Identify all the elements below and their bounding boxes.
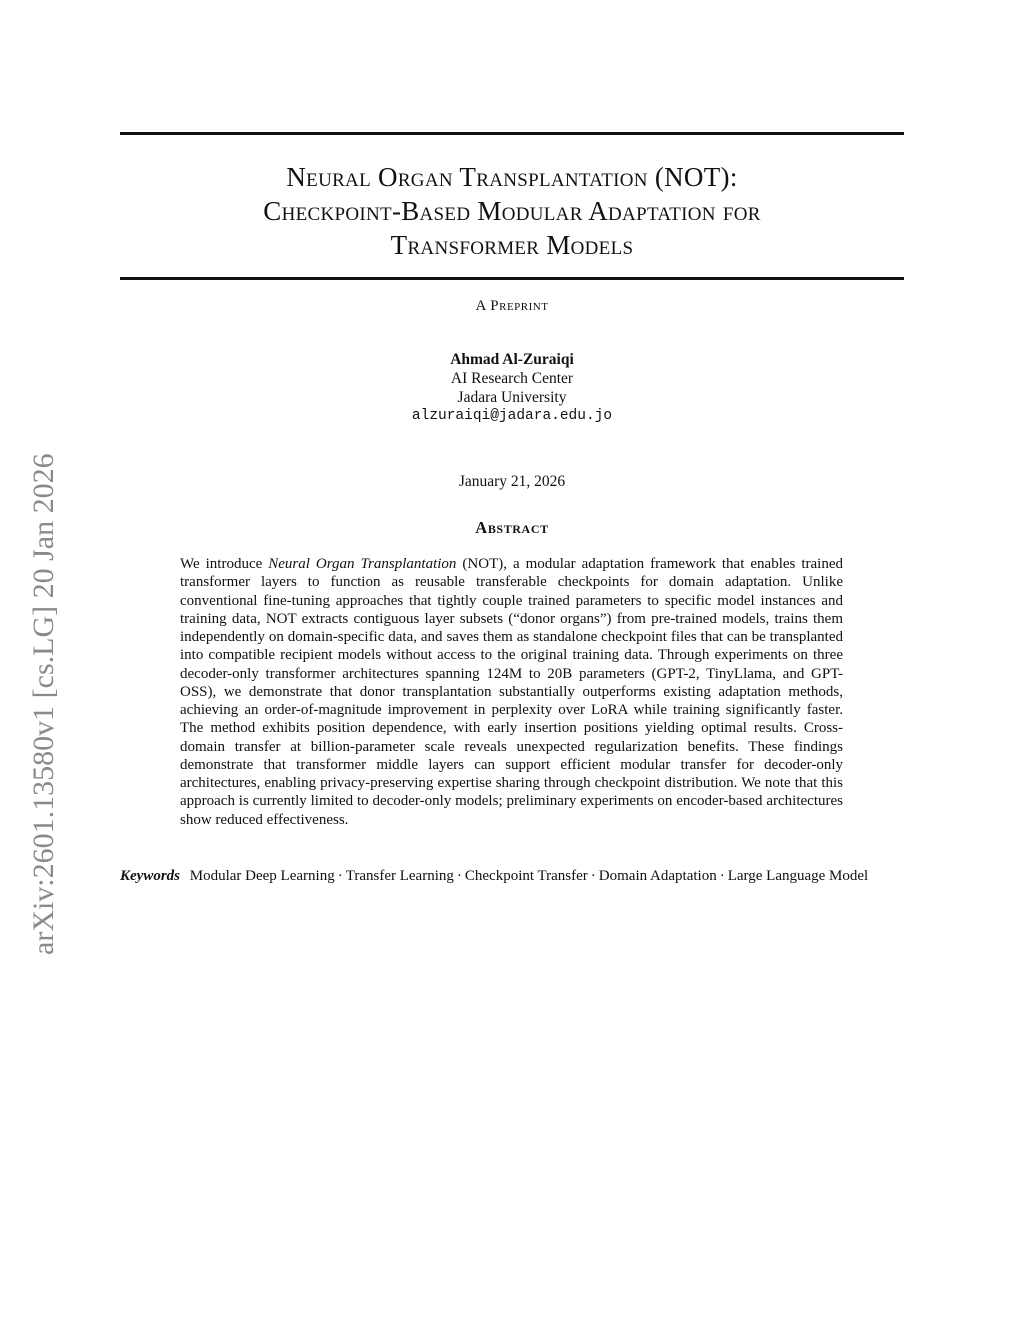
keyword-item: Domain Adaptation (598, 868, 717, 884)
title-line-1: Neural Organ Transplantation (NOT): (286, 162, 738, 192)
keyword-item: Large Language Model (727, 868, 869, 884)
keyword-item: Checkpoint Transfer (464, 868, 588, 884)
author-institution: Jadara University (457, 389, 567, 406)
keywords-label: Keywords (120, 868, 180, 884)
paper-title (120, 160, 904, 262)
title-line-3: Transformer Models (390, 230, 634, 260)
keyword-item: Transfer Learning (345, 868, 454, 884)
paper-date: January 21, 2026 (458, 473, 566, 490)
abstract-body (180, 555, 843, 829)
abstract-intro: We introduce (180, 556, 269, 572)
title-top-rule (120, 132, 904, 135)
arxiv-identifier: arXiv:2601.13580v1 [cs.LG] 20 Jan 2026 (27, 453, 60, 955)
keyword-item: Modular Deep Learning (189, 868, 335, 884)
author-name: Ahmad Al-Zuraiqi (450, 351, 574, 368)
author-email[interactable]: alzuraiqi@jadara.edu.jo (411, 408, 613, 424)
title-bottom-rule (120, 277, 904, 280)
keyword-separator: · (337, 868, 343, 884)
author-block (120, 350, 904, 426)
author-affiliation: AI Research Center (450, 370, 574, 387)
abstract-text: (NOT), a modular adaptation framework that enables trained transformer layers to function as reusable transferable checkpoints for domain adaptation. Unlike conventional fine-tuning approaches that tightly couple trained parameters to specific model instances and training data, NOT extracts contiguous layer subsets (“donor organs”) from pre-trained models, trains them independently on domain-specific data, and saves them as standalone checkpoint files that can be transplanted into compatible recipient models without access to the original training data. Through experiments on three decoder-only transformer architectures spanning 124M to 20B parameters (GPT-2, TinyLlama, and GPT-OSS), we demonstrate that donor transplantation substantially outperforms existing adaptation methods, achieving an order-of-magnitude improvement in perplexity over LoRA while training significantly faster. The method exhibits position dependence, with early insertion positions yielding optimal results. Cross-domain transfer at billion-parameter scale reveals unexpected regularization benefits. These findings demonstrate that transformer middle layers can support efficient modular transfer for decoder-only architectures, enabling privacy-preserving expertise sharing through checkpoint distribution. We note that this approach is currently limited to decoder-only models; preliminary experiments on encoder-based architectures show reduced effectiveness. (180, 556, 844, 828)
abstract-heading: Abstract (475, 518, 549, 537)
keyword-separator: · (590, 868, 596, 884)
preprint-label: A Preprint (475, 298, 549, 314)
title-line-2: Checkpoint-Based Modular Adaptation for (263, 196, 761, 226)
keywords-section (120, 867, 904, 886)
abstract-emphasis: Neural Organ Transplantation (268, 556, 457, 572)
keyword-separator: · (719, 868, 725, 884)
keyword-separator: · (456, 868, 462, 884)
